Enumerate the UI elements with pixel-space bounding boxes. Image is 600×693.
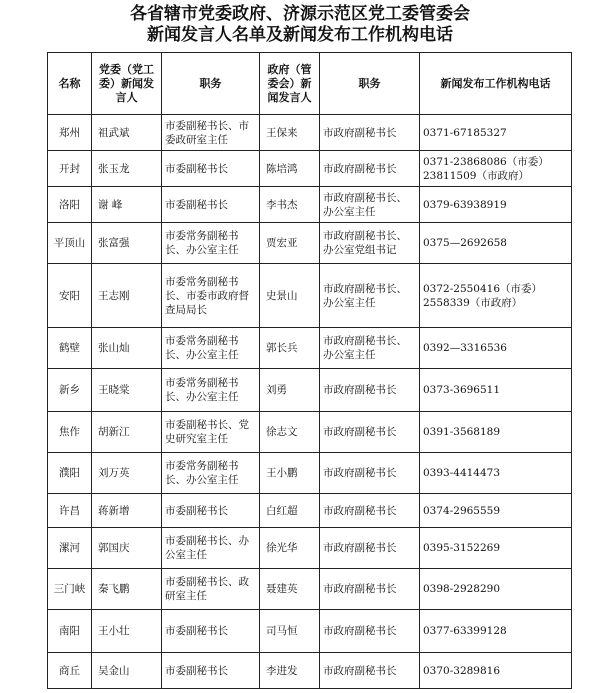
party-spokesperson-cell: 谢 峰 <box>92 187 162 223</box>
party-spokesperson-cell: 张富强 <box>92 223 162 264</box>
phone-cell: 0374-2965559 <box>420 494 572 528</box>
phone-cell: 0371-23868086（市委）23811509（市政府） <box>420 151 572 187</box>
gov-spokesperson-cell: 李书杰 <box>260 187 320 223</box>
city-cell: 洛阳 <box>48 187 92 223</box>
party-title-cell: 市委副秘书长 <box>162 187 260 223</box>
party-title-cell: 市委副秘书长、市委政研室主任 <box>162 115 260 151</box>
table-row <box>48 151 572 187</box>
party-spokesperson-cell: 刘万英 <box>92 453 162 494</box>
gov-spokesperson-cell: 郭长兵 <box>260 328 320 369</box>
table-row <box>48 264 572 328</box>
phone-cell: 0398-2928290 <box>420 569 572 610</box>
party-title-cell: 市委副秘书长、党史研究室主任 <box>162 412 260 453</box>
gov-spokesperson-cell: 李进发 <box>260 653 320 689</box>
party-spokesperson-cell: 王小壮 <box>92 610 162 653</box>
gov-spokesperson-cell: 王保来 <box>260 115 320 151</box>
city-cell: 许昌 <box>48 494 92 528</box>
document-title-line2: 新闻发言人名单及新闻发布工作机构电话 <box>147 25 453 45</box>
gov-spokesperson-cell: 刘勇 <box>260 369 320 412</box>
gov-spokesperson-cell: 史景山 <box>260 264 320 328</box>
phone-cell: 0373-3696511 <box>420 369 572 412</box>
party-title-cell: 市委副秘书长 <box>162 610 260 653</box>
table-row <box>48 528 572 569</box>
phone-cell: 0375—2692658 <box>420 223 572 264</box>
gov-spokesperson-cell: 王小鹏 <box>260 453 320 494</box>
city-cell: 新乡 <box>48 369 92 412</box>
gov-title-cell: 市政府副秘书长、办公室主任 <box>320 328 420 369</box>
header-gov-spokesperson: 政府（管委会）新闻发言人 <box>260 53 320 115</box>
document-title-line1: 各省辖市党委政府、济源示范区党工委管委会 <box>130 4 470 24</box>
gov-spokesperson-cell: 徐志文 <box>260 412 320 453</box>
city-cell: 安阳 <box>48 264 92 328</box>
phone-cell: 0371-67185327 <box>420 115 572 151</box>
gov-spokesperson-cell: 徐光华 <box>260 528 320 569</box>
party-title-cell: 市委常务副秘书长、办公室主任 <box>162 369 260 412</box>
party-title-cell: 市委副秘书长 <box>162 151 260 187</box>
gov-title-cell: 市政府副秘书长 <box>320 369 420 412</box>
table-row <box>48 412 572 453</box>
gov-title-cell: 市政府副秘书长 <box>320 653 420 689</box>
party-spokesperson-cell: 王晓棠 <box>92 369 162 412</box>
table-row <box>48 610 572 653</box>
gov-title-cell: 市政府副秘书长 <box>320 610 420 653</box>
phone-cell: 0392—3316536 <box>420 328 572 369</box>
phone-cell: 0393-4414473 <box>420 453 572 494</box>
party-spokesperson-cell: 秦飞鹏 <box>92 569 162 610</box>
phone-cell: 0377-63399128 <box>420 610 572 653</box>
phone-cell: 0370-3289816 <box>420 653 572 689</box>
party-spokesperson-cell: 张山灿 <box>92 328 162 369</box>
header-phone: 新闻发布工作机构电话 <box>420 53 572 115</box>
table-row <box>48 453 572 494</box>
gov-spokesperson-cell: 陈培鸿 <box>260 151 320 187</box>
party-title-cell: 市委副秘书长 <box>162 653 260 689</box>
gov-title-cell: 市政府副秘书长、办公室主任 <box>320 187 420 223</box>
city-cell: 鹤壁 <box>48 328 92 369</box>
party-spokesperson-cell: 胡新江 <box>92 412 162 453</box>
city-cell: 三门峡 <box>48 569 92 610</box>
party-title-cell: 市委常务副秘书长、办公室主任 <box>162 223 260 264</box>
city-cell: 商丘 <box>48 653 92 689</box>
party-spokesperson-cell: 张玉龙 <box>92 151 162 187</box>
gov-title-cell: 市政府副秘书长 <box>320 528 420 569</box>
phone-cell: 0372-2550416（市委）2558339（市政府） <box>420 264 572 328</box>
table-row <box>48 187 572 223</box>
gov-title-cell: 市政府副秘书长 <box>320 569 420 610</box>
party-title-cell: 市委常务副秘书长、办公室主任 <box>162 328 260 369</box>
party-spokesperson-cell: 吴金山 <box>92 653 162 689</box>
gov-title-cell: 市政府副秘书长、办公室党组书记 <box>320 223 420 264</box>
city-cell: 濮阳 <box>48 453 92 494</box>
header-party-spokesperson: 党委（党工委）新闻发言人 <box>92 53 162 115</box>
gov-title-cell: 市政府副秘书长 <box>320 494 420 528</box>
phone-cell: 0379-63938919 <box>420 187 572 223</box>
phone-cell: 0391-3568189 <box>420 412 572 453</box>
city-cell: 漯河 <box>48 528 92 569</box>
city-cell: 郑州 <box>48 115 92 151</box>
table-row <box>48 223 572 264</box>
gov-spokesperson-cell: 聂建英 <box>260 569 320 610</box>
party-title-cell: 市委副秘书长、政研室主任 <box>162 569 260 610</box>
table-row <box>48 569 572 610</box>
gov-spokesperson-cell: 贾宏亚 <box>260 223 320 264</box>
header-city: 名称 <box>48 53 92 115</box>
city-cell: 平顶山 <box>48 223 92 264</box>
party-title-cell: 市委副秘书长 <box>162 494 260 528</box>
city-cell: 南阳 <box>48 610 92 653</box>
header-party-title: 职务 <box>162 53 260 115</box>
gov-title-cell: 市政府副秘书长 <box>320 412 420 453</box>
gov-spokesperson-cell: 白红超 <box>260 494 320 528</box>
table-row <box>48 115 572 151</box>
city-cell: 焦作 <box>48 412 92 453</box>
phone-cell: 0395-3152269 <box>420 528 572 569</box>
party-spokesperson-cell: 郭国庆 <box>92 528 162 569</box>
table-row <box>48 328 572 369</box>
party-spokesperson-cell: 蒋新增 <box>92 494 162 528</box>
table-row <box>48 494 572 528</box>
table-row <box>48 653 572 689</box>
table-header-row <box>48 53 572 115</box>
gov-title-cell: 市政府副秘书长 <box>320 115 420 151</box>
party-title-cell: 市委副秘书长、办公室主任 <box>162 528 260 569</box>
gov-title-cell: 市政府副秘书长、办公室主任 <box>320 264 420 328</box>
party-spokesperson-cell: 祖武斌 <box>92 115 162 151</box>
table-row <box>48 369 572 412</box>
party-title-cell: 市委常务副秘书长、办公室主任 <box>162 453 260 494</box>
spokesperson-table <box>47 52 572 689</box>
gov-title-cell: 市政府副秘书长 <box>320 151 420 187</box>
gov-spokesperson-cell: 司马恒 <box>260 610 320 653</box>
party-title-cell: 市委常务副秘书长、市委市政府督查局局长 <box>162 264 260 328</box>
city-cell: 开封 <box>48 151 92 187</box>
party-spokesperson-cell: 王志刚 <box>92 264 162 328</box>
gov-title-cell: 市政府副秘书长 <box>320 453 420 494</box>
header-gov-title: 职务 <box>320 53 420 115</box>
